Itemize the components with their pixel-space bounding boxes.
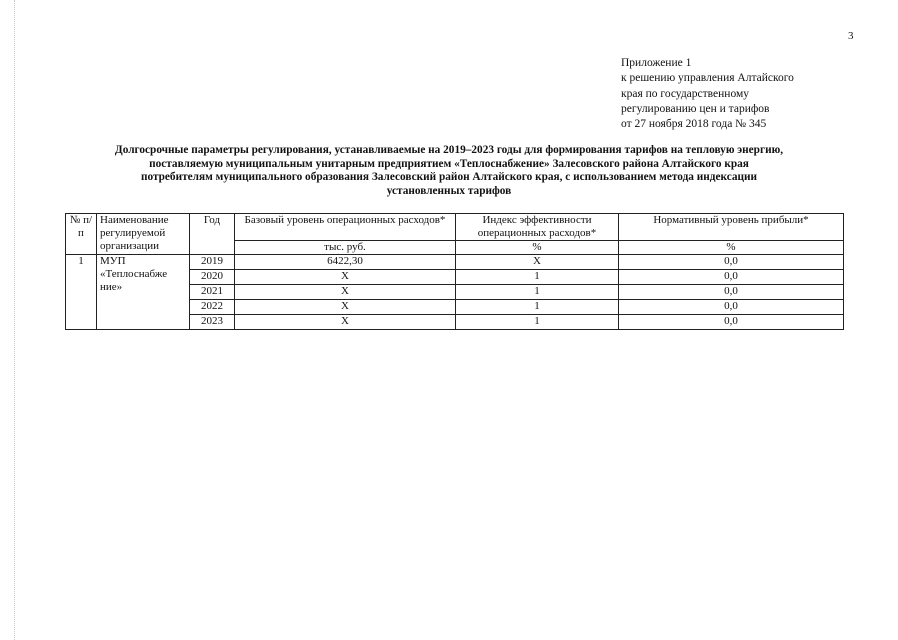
title-line: потребителям муниципального образования Залесовский район Алтайского края, с использованием метода индексации [140,171,758,183]
header-profit-level: Нормативный уровень прибыли* [619,214,844,241]
title-line: установленных тарифов [386,184,512,197]
page-number: 3 [848,30,854,42]
cell-year: 2020 [190,270,235,285]
cell-profit-level: 0,0 [619,300,844,315]
regulation-parameters-table [65,213,844,330]
header-efficiency-index: Индекс эффективности операционных расходов* [456,214,619,241]
header-year: Год [190,214,235,255]
cell-base-level: 6422,30 [235,255,456,270]
header-organization: Наименование регулируемой организации [97,214,190,255]
cell-efficiency-index: Х [456,255,619,270]
cell-base-level: Х [235,300,456,315]
appendix-line: края по государственному [621,87,749,100]
table-header-row [66,214,844,241]
cell-profit-level: 0,0 [619,270,844,285]
header-base-level: Базовый уровень операционных расходов* [235,214,456,241]
scan-edge-line [14,0,15,640]
cell-efficiency-index: 1 [456,270,619,285]
appendix-line: от 27 ноября 2018 года № 345 [621,118,767,131]
cell-profit-level: 0,0 [619,315,844,330]
unit-base-level: тыс. руб. [235,241,456,255]
unit-profit-level: % [619,241,844,255]
cell-efficiency-index: 1 [456,300,619,315]
cell-efficiency-index: 1 [456,285,619,300]
header-num: № п/п [66,214,97,255]
cell-efficiency-index: 1 [456,315,619,330]
appendix-block [621,56,794,132]
cell-base-level: Х [235,270,456,285]
appendix-line: Приложение 1 [621,57,692,69]
cell-profit-level: 0,0 [619,255,844,270]
cell-year: 2022 [190,300,235,315]
appendix-line: регулированию цен и тарифов [621,102,770,115]
row-organization: МУП «Теплоснабже ние» [97,255,190,330]
cell-year: 2019 [190,255,235,270]
cell-year: 2023 [190,315,235,330]
table-row [66,255,844,270]
unit-efficiency-index: % [456,241,619,255]
appendix-line: к решению управления Алтайского [621,72,794,85]
cell-base-level: Х [235,285,456,300]
cell-year: 2021 [190,285,235,300]
cell-base-level: Х [235,315,456,330]
row-num: 1 [66,255,97,330]
document-title [40,144,858,198]
title-line: поставляемую муниципальным унитарным предприятием «Теплоснабжение» Залесовского района Алтайского края [149,157,749,170]
cell-profit-level: 0,0 [619,285,844,300]
title-line: Долгосрочные параметры регулирования, устанавливаемые на 2019–2023 годы для формирования тарифов на тепловую энергию, [114,144,784,156]
